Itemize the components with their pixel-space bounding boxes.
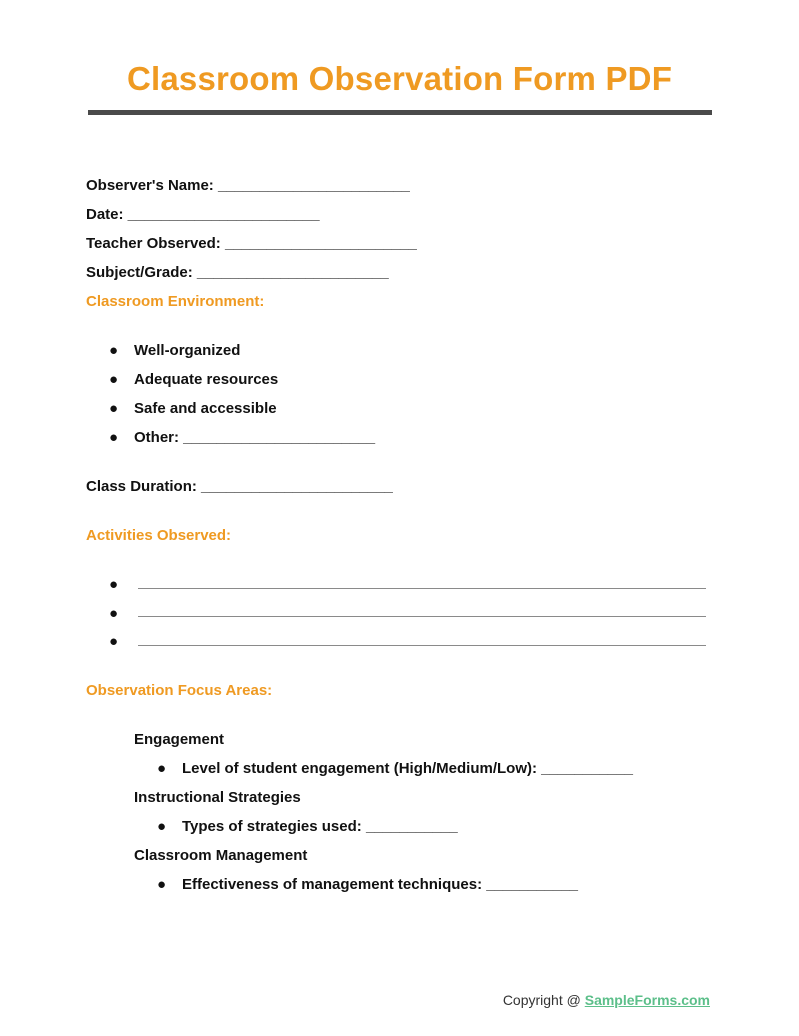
bullet-icon: ● (157, 760, 167, 777)
copyright-footer (503, 992, 710, 1008)
bullet-icon: ● (109, 429, 119, 446)
observer-name-field: Observer's Name: _______________________ (86, 177, 410, 194)
focus-area-name: Instructional Strategies (134, 789, 301, 806)
bullet-icon: ● (109, 400, 119, 417)
activity-blank-line (138, 645, 706, 646)
brand-link[interactable]: SampleForms.com (584, 992, 710, 1008)
date-field: Date: _______________________ (86, 206, 320, 223)
focus-area-item: Level of student engagement (High/Medium/Low): ___________ (182, 760, 633, 777)
activity-blank-line (138, 616, 706, 617)
bullet-icon: ● (109, 342, 119, 359)
class-duration-field: Class Duration: _______________________ (86, 478, 393, 495)
observation-focus-heading: Observation Focus Areas: (86, 682, 273, 699)
classroom-environment-heading: Classroom Environment: (86, 293, 265, 310)
environment-item: Other: _______________________ (134, 429, 376, 446)
bullet-icon: ● (109, 371, 119, 388)
teacher-observed-field: Teacher Observed: _______________________ (86, 235, 417, 252)
bullet-icon: ● (109, 576, 119, 593)
focus-area-name: Classroom Management (134, 847, 308, 864)
bullet-icon: ● (157, 876, 167, 893)
title-divider (88, 110, 712, 115)
activity-blank-line (138, 588, 706, 589)
bullet-icon: ● (157, 818, 167, 835)
focus-area-item: Types of strategies used: ___________ (182, 818, 458, 835)
environment-item: Well-organized (134, 342, 241, 359)
bullet-icon: ● (109, 605, 119, 622)
bullet-icon: ● (109, 633, 119, 650)
subject-grade-field: Subject/Grade: _______________________ (86, 264, 389, 281)
activities-observed-heading: Activities Observed: (86, 527, 232, 544)
copyright-prefix: Copyright @ (502, 992, 585, 1008)
environment-item: Safe and accessible (134, 400, 277, 417)
page-title: Classroom Observation Form PDF (126, 60, 673, 97)
environment-item: Adequate resources (134, 371, 279, 388)
focus-area-name: Engagement (134, 731, 225, 748)
focus-area-item: Effectiveness of management techniques: ___________ (182, 876, 579, 893)
